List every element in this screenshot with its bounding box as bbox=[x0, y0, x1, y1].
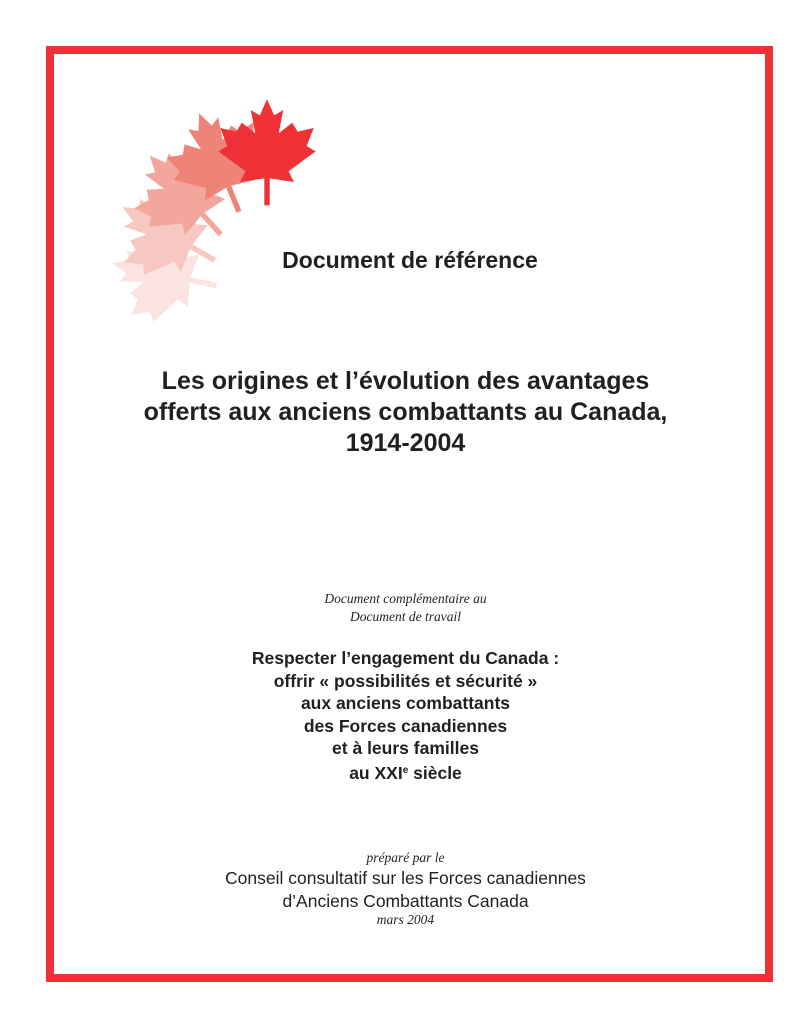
leaf-1 bbox=[218, 99, 315, 205]
document-heading: Document de référence bbox=[282, 247, 538, 273]
subtitle-line: aux anciens combattants bbox=[300, 693, 511, 713]
century-prefix: au XXI bbox=[349, 762, 403, 783]
complement-line: Document complémentaire au bbox=[324, 591, 487, 606]
organization-line: d’Anciens Combattants Canada bbox=[282, 891, 529, 911]
complement-note bbox=[60, 590, 751, 626]
century-superscript: e bbox=[402, 764, 409, 776]
title-line: offerts aux anciens combattants au Canada, bbox=[143, 398, 668, 426]
prepared-by: préparé par le bbox=[366, 850, 445, 865]
maple-leaf-fan-icon bbox=[95, 85, 345, 335]
complement-line: Document de travail bbox=[350, 609, 461, 624]
century-suffix: siècle bbox=[408, 762, 462, 783]
title-line: Les origines et l’évolution des avantages bbox=[161, 367, 650, 395]
subtitle-line: et à leurs familles bbox=[332, 738, 479, 758]
organization-name bbox=[60, 867, 751, 913]
organization-line: Conseil consultatif sur les Forces canadiennes bbox=[225, 868, 586, 888]
subtitle-line: des Forces canadiennes bbox=[303, 715, 508, 736]
subtitle-line: Respecter l’engagement du Canada : bbox=[251, 648, 560, 668]
subtitle-line-century bbox=[60, 760, 751, 785]
page-title bbox=[60, 366, 751, 459]
subtitle bbox=[60, 647, 751, 784]
title-line: 1914-2004 bbox=[345, 429, 466, 457]
subtitle-line: offrir « possibilités et sécurité » bbox=[273, 670, 538, 691]
publication-date: mars 2004 bbox=[376, 912, 435, 927]
